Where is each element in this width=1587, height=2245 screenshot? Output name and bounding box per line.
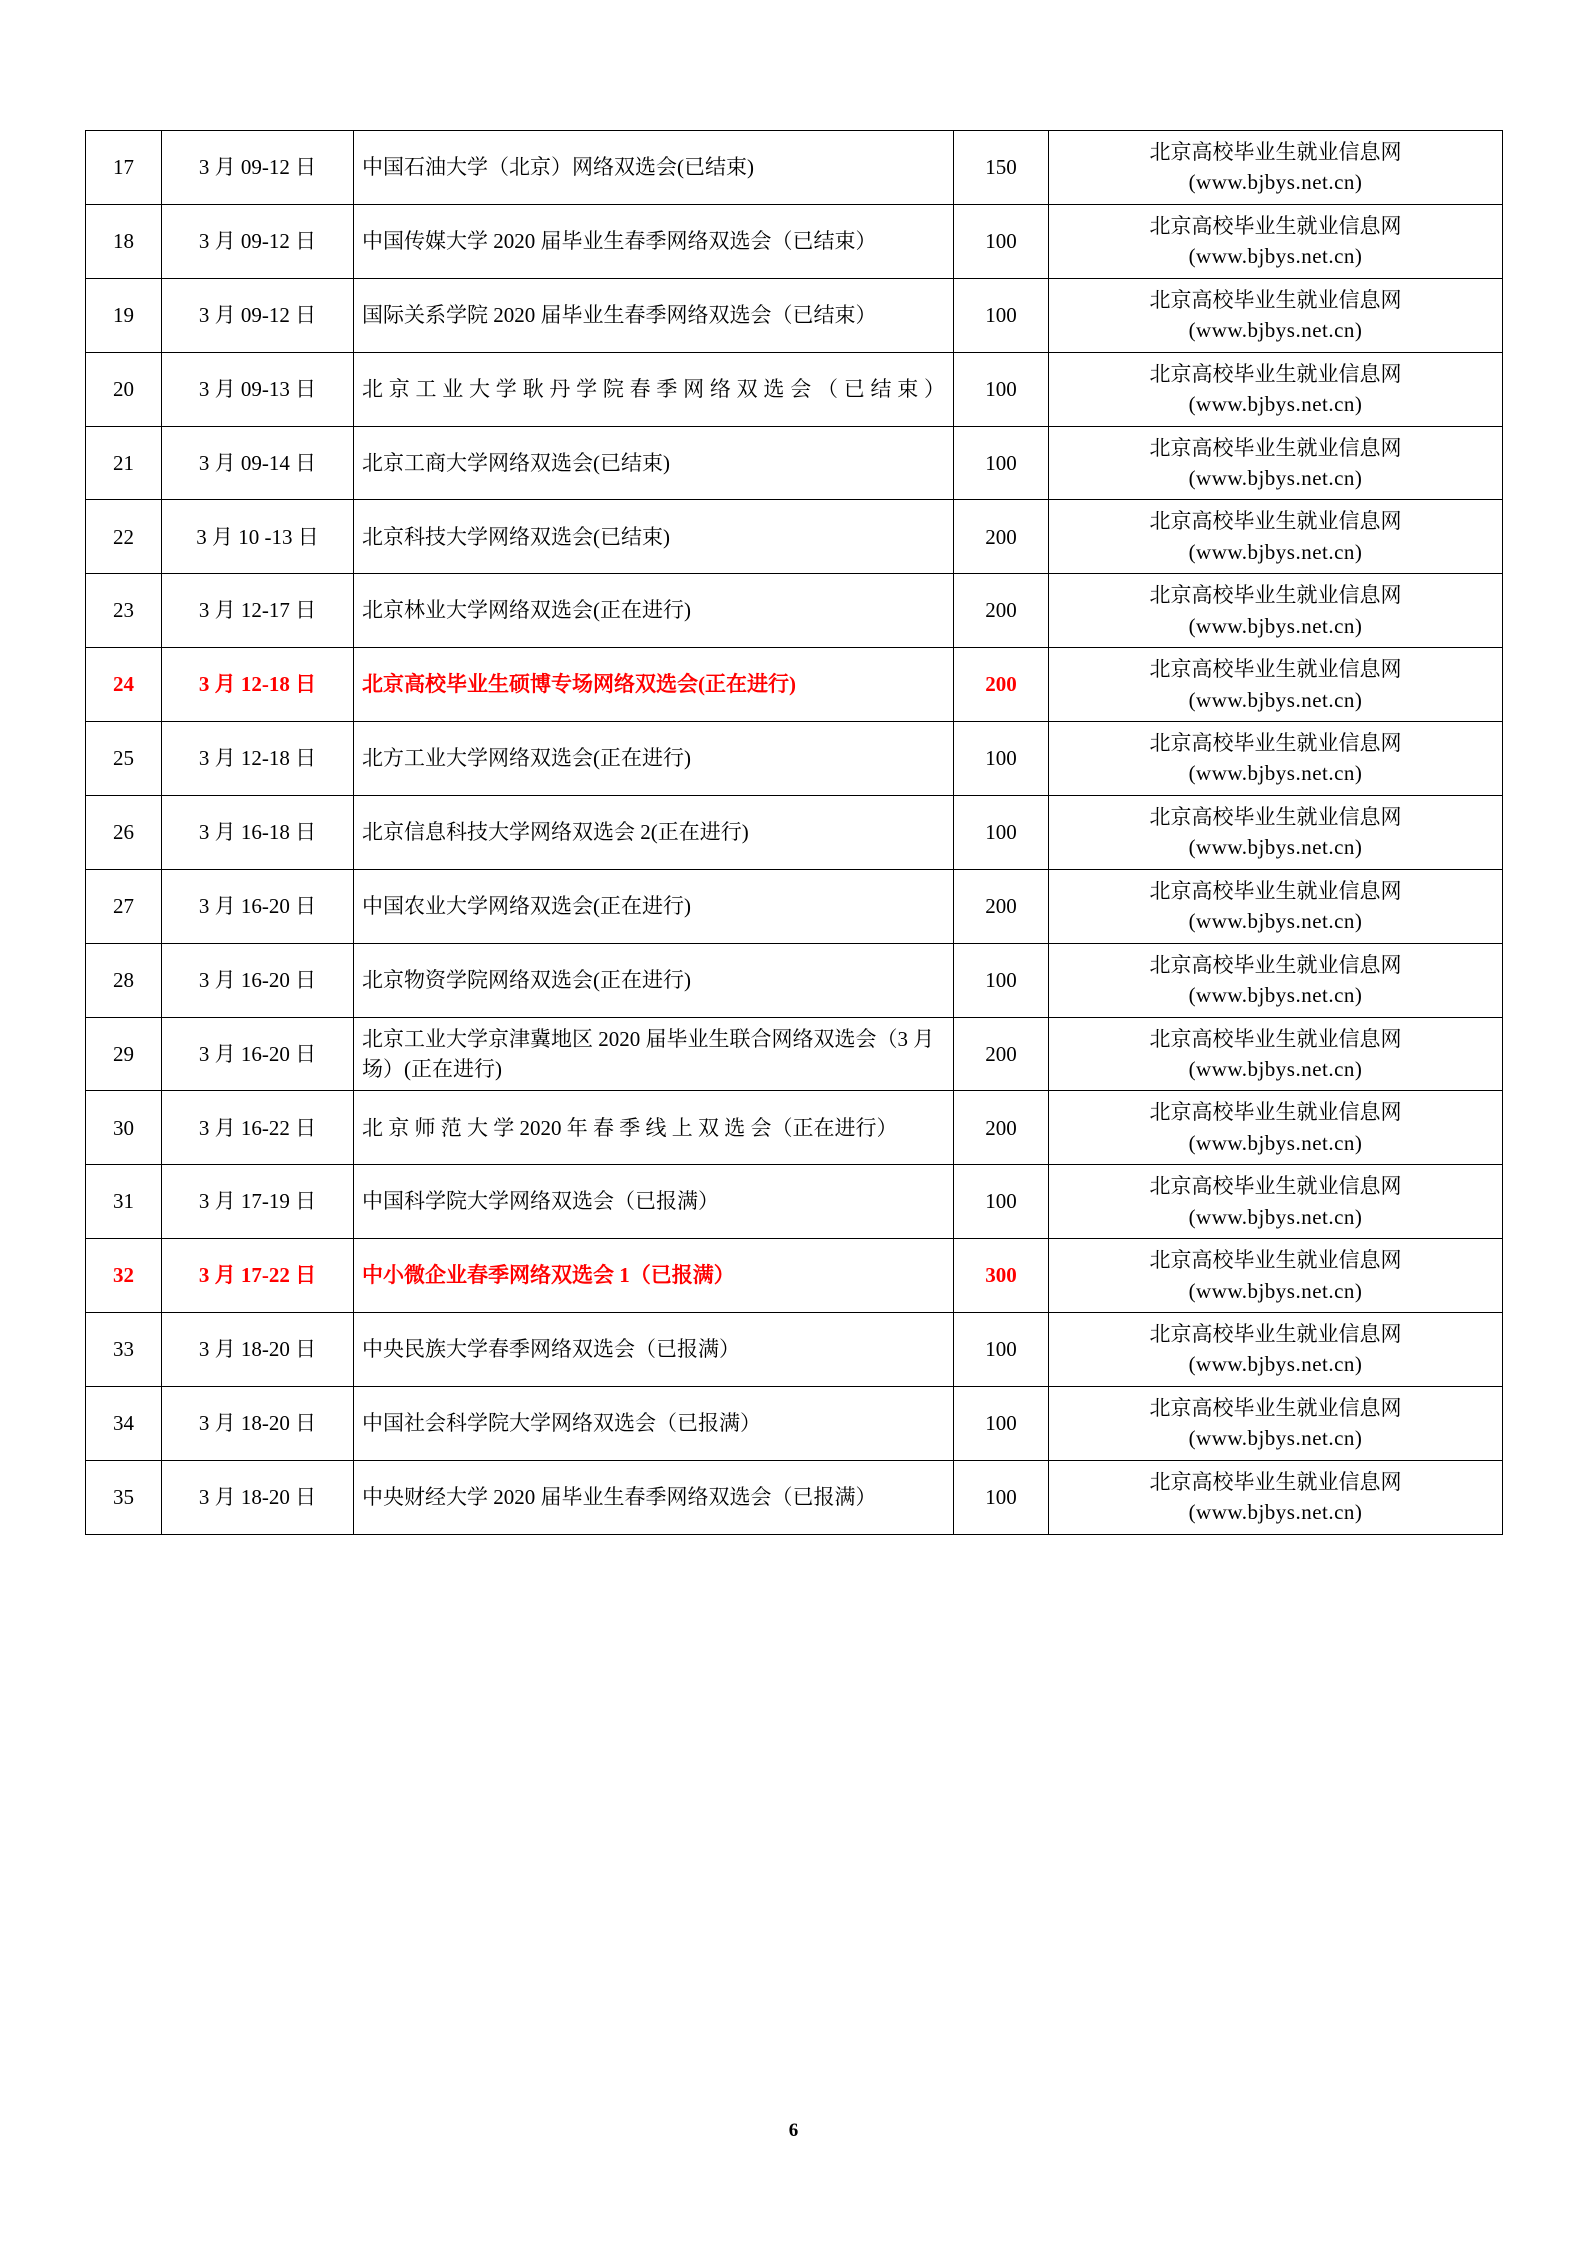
host-site-url: (www.bjbys.net.cn): [1188, 1056, 1363, 1081]
row-host-site: [1049, 1460, 1503, 1534]
row-employer-count: 100: [954, 426, 1049, 500]
host-site-name: 北京高校毕业生就业信息网: [1149, 583, 1402, 608]
table-row: [86, 1017, 1503, 1091]
row-employer-count: 100: [954, 795, 1049, 869]
row-index: 30: [86, 1091, 162, 1165]
host-site-name: 北京高校毕业生就业信息网: [1149, 657, 1402, 682]
table-row: [86, 500, 1503, 574]
row-event-name: 北京信息科技大学网络双选会 2(正在进行): [354, 795, 954, 869]
row-date: 3 月 17-22 日: [162, 1239, 354, 1313]
row-employer-count: 100: [954, 204, 1049, 278]
job-fair-schedule-table: [85, 130, 1503, 1535]
row-event-name: 中国农业大学网络双选会(正在进行): [354, 869, 954, 943]
row-date: 3 月 16-20 日: [162, 943, 354, 1017]
host-site-name: 北京高校毕业生就业信息网: [1149, 140, 1402, 164]
host-site-name: 北京高校毕业生就业信息网: [1149, 213, 1402, 238]
table-row: [86, 1239, 1503, 1313]
row-event-name: 中央财经大学 2020 届毕业生春季网络双选会（已报满）: [354, 1460, 954, 1534]
host-site-url: (www.bjbys.net.cn): [1188, 909, 1363, 934]
row-index: 32: [86, 1239, 162, 1313]
table-row: [86, 426, 1503, 500]
row-index: 29: [86, 1017, 162, 1091]
row-host-site: [1049, 574, 1503, 648]
row-event-name: 国际关系学院 2020 届毕业生春季网络双选会（已结束）: [354, 278, 954, 352]
row-employer-count: 200: [954, 1091, 1049, 1165]
row-employer-count: 200: [954, 1017, 1049, 1091]
host-site-url: (www.bjbys.net.cn): [1188, 613, 1363, 638]
row-date: 3 月 16-22 日: [162, 1091, 354, 1165]
row-event-name: 北京物资学院网络双选会(正在进行): [354, 943, 954, 1017]
table-row: [86, 574, 1503, 648]
row-employer-count: 100: [954, 1313, 1049, 1387]
row-date: 3 月 18-20 日: [162, 1313, 354, 1387]
row-date: 3 月 16-18 日: [162, 795, 354, 869]
host-site-url: (www.bjbys.net.cn): [1188, 1130, 1363, 1155]
host-site-name: 北京高校毕业生就业信息网: [1149, 1395, 1402, 1420]
row-index: 24: [86, 648, 162, 722]
row-date: 3 月 09-14 日: [162, 426, 354, 500]
row-event-name: 北京高校毕业生硕博专场网络双选会(正在进行): [354, 648, 954, 722]
row-index: 25: [86, 722, 162, 796]
host-site-name: 北京高校毕业生就业信息网: [1149, 361, 1402, 386]
host-site-name: 北京高校毕业生就业信息网: [1149, 435, 1402, 460]
row-host-site: [1049, 722, 1503, 796]
row-host-site: [1049, 278, 1503, 352]
host-site-name: 北京高校毕业生就业信息网: [1149, 1469, 1402, 1494]
row-date: 3 月 12-18 日: [162, 722, 354, 796]
host-site-url: (www.bjbys.net.cn): [1188, 170, 1363, 195]
row-employer-count: 200: [954, 869, 1049, 943]
row-index: 20: [86, 352, 162, 426]
host-site-url: (www.bjbys.net.cn): [1188, 1500, 1363, 1525]
row-event-name: 北 京 师 范 大 学 2020 年 春 季 线 上 双 选 会（正在进行）: [354, 1091, 954, 1165]
row-index: 33: [86, 1313, 162, 1387]
row-date: 3 月 10 -13 日: [162, 500, 354, 574]
table-row: [86, 1386, 1503, 1460]
row-event-name: 中国传媒大学 2020 届毕业生春季网络双选会（已结束）: [354, 204, 954, 278]
host-site-name: 北京高校毕业生就业信息网: [1149, 804, 1402, 829]
row-event-name: 中国科学院大学网络双选会（已报满）: [354, 1165, 954, 1239]
row-date: 3 月 09-12 日: [162, 131, 354, 205]
host-site-name: 北京高校毕业生就业信息网: [1149, 287, 1402, 312]
host-site-name: 北京高校毕业生就业信息网: [1149, 878, 1402, 903]
row-index: 28: [86, 943, 162, 1017]
row-host-site: [1049, 869, 1503, 943]
row-host-site: [1049, 1386, 1503, 1460]
row-index: 34: [86, 1386, 162, 1460]
row-employer-count: 200: [954, 648, 1049, 722]
table-row: [86, 795, 1503, 869]
host-site-url: (www.bjbys.net.cn): [1188, 983, 1363, 1008]
host-site-url: (www.bjbys.net.cn): [1188, 1204, 1363, 1229]
row-event-name: 中国石油大学（北京）网络双选会(已结束): [354, 131, 954, 205]
table-row: [86, 1091, 1503, 1165]
host-site-url: (www.bjbys.net.cn): [1188, 318, 1363, 343]
row-host-site: [1049, 1091, 1503, 1165]
table-row: [86, 943, 1503, 1017]
host-site-url: (www.bjbys.net.cn): [1188, 465, 1363, 490]
row-employer-count: 200: [954, 574, 1049, 648]
row-event-name: 北京工商大学网络双选会(已结束): [354, 426, 954, 500]
row-employer-count: 100: [954, 278, 1049, 352]
table-row: [86, 1460, 1503, 1534]
host-site-url: (www.bjbys.net.cn): [1188, 1352, 1363, 1377]
row-index: 26: [86, 795, 162, 869]
table-row: [86, 1165, 1503, 1239]
table-row: [86, 352, 1503, 426]
row-date: 3 月 09-12 日: [162, 204, 354, 278]
row-event-name: 中小微企业春季网络双选会 1（已报满）: [354, 1239, 954, 1313]
row-index: 18: [86, 204, 162, 278]
row-index: 35: [86, 1460, 162, 1534]
host-site-name: 北京高校毕业生就业信息网: [1149, 1100, 1402, 1125]
host-site-name: 北京高校毕业生就业信息网: [1149, 509, 1402, 534]
row-employer-count: 100: [954, 722, 1049, 796]
row-event-name: 北京科技大学网络双选会(已结束): [354, 500, 954, 574]
host-site-url: (www.bjbys.net.cn): [1188, 835, 1363, 860]
host-site-name: 北京高校毕业生就业信息网: [1149, 1322, 1402, 1346]
row-index: 31: [86, 1165, 162, 1239]
row-employer-count: 100: [954, 1386, 1049, 1460]
host-site-url: (www.bjbys.net.cn): [1188, 1278, 1363, 1303]
row-host-site: [1049, 426, 1503, 500]
row-event-name: 中国社会科学院大学网络双选会（已报满）: [354, 1386, 954, 1460]
table-row: [86, 131, 1503, 205]
row-date: 3 月 16-20 日: [162, 1017, 354, 1091]
host-site-name: 北京高校毕业生就业信息网: [1149, 952, 1402, 977]
row-index: 22: [86, 500, 162, 574]
row-host-site: [1049, 1239, 1503, 1313]
table-body: [86, 131, 1503, 1535]
table-row: [86, 648, 1503, 722]
row-employer-count: 300: [954, 1239, 1049, 1313]
row-host-site: [1049, 943, 1503, 1017]
table-row: [86, 869, 1503, 943]
row-employer-count: 200: [954, 500, 1049, 574]
row-host-site: [1049, 500, 1503, 574]
row-host-site: [1049, 1313, 1503, 1387]
row-employer-count: 100: [954, 943, 1049, 1017]
host-site-url: (www.bjbys.net.cn): [1188, 244, 1363, 269]
row-employer-count: 100: [954, 1460, 1049, 1534]
row-employer-count: 100: [954, 352, 1049, 426]
host-site-name: 北京高校毕业生就业信息网: [1149, 1174, 1402, 1199]
row-date: 3 月 17-19 日: [162, 1165, 354, 1239]
row-host-site: [1049, 352, 1503, 426]
row-index: 23: [86, 574, 162, 648]
row-date: 3 月 18-20 日: [162, 1386, 354, 1460]
row-host-site: [1049, 648, 1503, 722]
row-host-site: [1049, 795, 1503, 869]
row-index: 19: [86, 278, 162, 352]
row-event-name: 北京工业大学耿丹学院春季网络双选会（已结束）: [354, 352, 954, 426]
host-site-url: (www.bjbys.net.cn): [1188, 761, 1363, 786]
row-date: 3 月 12-18 日: [162, 648, 354, 722]
row-host-site: [1049, 204, 1503, 278]
row-employer-count: 150: [954, 131, 1049, 205]
row-event-name: 北京工业大学京津冀地区 2020 届毕业生联合网络双选会（3 月场）(正在进行): [354, 1017, 954, 1091]
row-date: 3 月 16-20 日: [162, 869, 354, 943]
table-row: [86, 1313, 1503, 1387]
host-site-url: (www.bjbys.net.cn): [1188, 687, 1363, 712]
table-row: [86, 722, 1503, 796]
host-site-name: 北京高校毕业生就业信息网: [1149, 731, 1402, 755]
row-index: 21: [86, 426, 162, 500]
page-number: 6: [788, 2120, 799, 2141]
row-host-site: [1049, 1017, 1503, 1091]
row-host-site: [1049, 131, 1503, 205]
row-date: 3 月 09-13 日: [162, 352, 354, 426]
row-date: 3 月 12-17 日: [162, 574, 354, 648]
row-employer-count: 100: [954, 1165, 1049, 1239]
host-site-name: 北京高校毕业生就业信息网: [1149, 1026, 1402, 1051]
table-row: [86, 204, 1503, 278]
row-event-name: 中央民族大学春季网络双选会（已报满）: [354, 1313, 954, 1387]
row-date: 3 月 09-12 日: [162, 278, 354, 352]
row-event-name: 北方工业大学网络双选会(正在进行): [354, 722, 954, 796]
row-event-name: 北京林业大学网络双选会(正在进行): [354, 574, 954, 648]
row-date: 3 月 18-20 日: [162, 1460, 354, 1534]
row-host-site: [1049, 1165, 1503, 1239]
table-row: [86, 278, 1503, 352]
host-site-url: (www.bjbys.net.cn): [1188, 392, 1363, 417]
host-site-name: 北京高校毕业生就业信息网: [1149, 1248, 1402, 1273]
host-site-url: (www.bjbys.net.cn): [1188, 1426, 1363, 1451]
host-site-url: (www.bjbys.net.cn): [1188, 539, 1363, 564]
row-index: 27: [86, 869, 162, 943]
row-index: 17: [86, 131, 162, 205]
